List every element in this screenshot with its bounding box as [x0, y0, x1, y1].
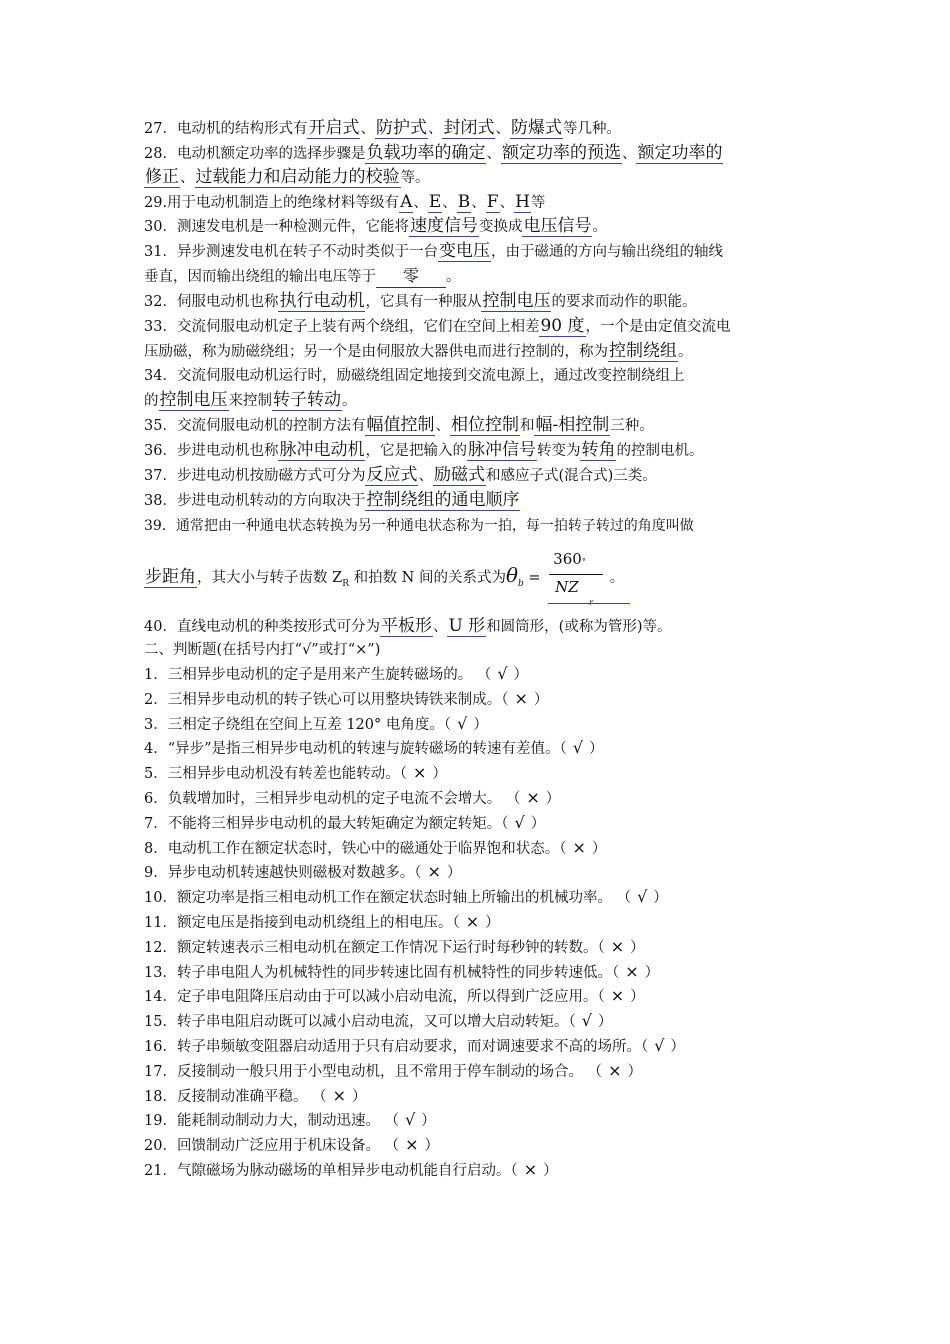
sep: 、 [180, 170, 195, 186]
theta-subscript: b [518, 579, 524, 589]
q34-post: 。 [342, 393, 357, 409]
sep: 、 [435, 418, 450, 434]
cross-mark-icon: × [572, 837, 586, 857]
q32 [144, 290, 696, 313]
q36-mid: ，它是把输入的 [365, 443, 467, 459]
q40 [144, 615, 672, 638]
check-mark-icon: √ [654, 1036, 665, 1055]
q27-post: 等几种。 [562, 121, 621, 137]
q28-text: 28．电动机额定功率的选择步骤是 [144, 146, 366, 162]
q38-text: 38．步进电动机转动的方向取决于 [144, 493, 366, 509]
q33-text-2: 压励磁，称为励磁绕组；另一个是由伺服放大器供电而进行控制的，称为 [144, 344, 608, 360]
judgement-statement: 4．“异步”是指三相异步电动机的转速与旋转磁场的转速有差值。（ [144, 741, 567, 758]
q40-answer-2: U 形 [448, 616, 486, 636]
judgement-item [144, 1134, 439, 1157]
check-mark-icon: √ [457, 713, 468, 733]
q27-answer-1: 开启式 [308, 118, 360, 138]
sep: 、 [442, 195, 457, 211]
judgement-item [144, 985, 645, 1008]
judgement-statement: 14．定子串电阻降压启动由于可以减小启动电流，所以得到广泛应用。（ [144, 989, 605, 1006]
judgement-item [144, 688, 548, 711]
judgement-statement: 13．转子串电阻人为机械特性的同步转速比固有机械特性的同步转速低。（ [144, 964, 620, 981]
q31-text-2: 垂直，因而输出绕组的输出电压等于 [144, 269, 376, 285]
judgement-item [144, 663, 528, 686]
q38-answer-1: 控制绕组的通电顺序 [366, 490, 520, 510]
sep: 、 [471, 195, 486, 211]
judgement-item [144, 1060, 642, 1083]
q36-answer-3: 转角 [581, 440, 616, 460]
q29-answer-2: E [428, 192, 442, 212]
q27 [144, 117, 621, 140]
cross-mark-icon: × [405, 1135, 419, 1155]
sep: 、 [486, 146, 501, 162]
q33-post: ，一个是由定值交流电 [585, 319, 731, 335]
cross-mark-icon: × [332, 1085, 346, 1105]
q35-post: 三种。 [610, 418, 654, 434]
check-mark-icon: √ [497, 664, 508, 683]
q39-post: 。 [609, 570, 625, 586]
sep: 、 [495, 121, 510, 137]
closing-bracket: ） [533, 691, 549, 708]
q29-answer-3: B [457, 192, 471, 212]
q33-answer-1: 90 度 [540, 316, 585, 336]
q35-answer-2: 相位控制 [450, 415, 519, 435]
q29-post: 等 [530, 195, 546, 211]
q27-answer-3: 封闭式 [443, 118, 495, 138]
closing-bracket: ） [644, 964, 660, 981]
q34-line2 [144, 389, 357, 412]
q33-line2 [144, 340, 693, 363]
q28-post: 等。 [400, 170, 430, 186]
closing-bracket: ） [653, 890, 668, 907]
q40-answer-1: 平板形 [380, 616, 432, 636]
formula-underline [548, 603, 630, 604]
q32-mid: ，它具有一种服从 [365, 294, 482, 310]
judgement-statement: 2．三相异步电动机的转子铁心可以用整块铸铁来制成。（ [144, 691, 509, 708]
q29-answer-4: F [486, 192, 499, 212]
closing-bracket: ） [530, 815, 546, 832]
q30-answer-2: 电压信号 [523, 216, 592, 236]
q29-answer-5: H [515, 192, 530, 212]
q33-line1 [144, 315, 731, 338]
q34-text: 34．交流伺服电动机运行时，励磁绕组固定地接到交流电源上，通过改变控制绕组上 [144, 368, 685, 384]
closing-bracket: ） [627, 1063, 642, 1080]
q30 [144, 215, 607, 238]
q35-answer-1: 幅值控制 [366, 415, 435, 435]
judgement-statement: 12．额定转速表示三相电动机在额定工作情况下运行时每秒钟的转数。（ [144, 939, 605, 956]
closing-bracket: ） [351, 1088, 367, 1105]
q33-answer-2: 控制绕组 [609, 341, 677, 361]
closing-bracket: ） [424, 1138, 439, 1155]
q32-answer-2: 控制电压 [482, 291, 551, 311]
judgement-item [144, 936, 645, 959]
check-mark-icon: √ [572, 738, 584, 758]
closing-bracket: ） [630, 939, 645, 956]
q37-answer-2: 励磁式 [433, 465, 485, 485]
judgement-item [144, 886, 668, 909]
section-2-heading: 二、判断题(在括号内打“√”或打“×”) [144, 642, 381, 658]
q31-line1 [144, 240, 723, 263]
judgement-statement: 10．额定功率是指三相电动机工作在额定状态时轴上所输出的机械功率。 （ [144, 890, 632, 907]
q28-answer-1: 负载功率的确定 [366, 143, 486, 163]
judgement-item [144, 812, 545, 835]
judgement-statement: 19．能耗制动制动力大，制动迅速。 （ [144, 1113, 400, 1130]
cross-mark-icon: × [412, 763, 427, 783]
q36-answer-1: 脉冲电动机 [279, 440, 365, 460]
judgement-item [144, 1010, 612, 1033]
sep: 、 [499, 195, 515, 211]
degree-sign: ° [581, 557, 586, 566]
judgement-statement: 11．额定电压是指接到电动机绕组上的相电压。（ [144, 915, 460, 931]
q29-text: 29.用于电动机制造上的绝缘材料等级有 [144, 195, 400, 211]
q35-answer-3: 幅-相控制 [535, 415, 610, 435]
q29-answer-1: A [400, 192, 413, 212]
judgement-statement: 5．三相异步电动机没有转差也能转动。（ [144, 766, 407, 783]
q36 [144, 439, 703, 462]
judgement-item [144, 737, 604, 760]
judgement-statement: 1．三相异步电动机的定子是用来产生旋转磁场的。 （ [144, 667, 492, 683]
judgement-statement: 21．气隙磁场为脉动磁场的单相异步电动机能自行启动。（ [144, 1163, 518, 1179]
judgement-item [144, 961, 659, 984]
check-mark-icon: √ [405, 1110, 416, 1130]
q36-mid2: 转变为 [536, 443, 581, 459]
cross-mark-icon: × [608, 1060, 622, 1080]
q28-answer-3b: 修正 [145, 167, 179, 187]
q30-mid: 变换成 [478, 219, 523, 235]
step-angle-fraction [545, 550, 605, 607]
q34-mid: 来控制 [228, 393, 272, 409]
cross-mark-icon: × [514, 688, 528, 708]
q33-text: 33．交流伺服电动机定子上装有两个绕组，它们在空间上相差 [144, 319, 540, 335]
judgement-item [144, 787, 560, 810]
q32-answer-1: 执行电动机 [279, 291, 365, 311]
judgement-statement: 20．回馈制动广泛应用于机床设备。 （ [144, 1138, 400, 1155]
cross-mark-icon: × [610, 986, 625, 1006]
judgement-statement: 9．异步电动机转速越快则磁极对数越多。（ [144, 865, 422, 882]
q31-answer-2: 零 [376, 265, 446, 288]
judgement-item [144, 713, 488, 736]
judgement-statement: 15．转子串电阻启动既可以减小启动电流，又可以增大启动转矩。（ [144, 1014, 576, 1031]
fraction-numerator [553, 548, 586, 573]
equals-sign: = [528, 570, 541, 586]
closing-bracket: ） [545, 791, 561, 807]
closing-bracket: ） [513, 667, 529, 683]
sep: 、 [413, 195, 428, 211]
q30-text: 30．测速发电机是一种检测元件，它能将 [144, 219, 409, 235]
q31-post: ，由于磁通的方向与输出绕组的轴线 [490, 244, 723, 260]
check-mark-icon: √ [637, 887, 648, 907]
q28-line1 [144, 142, 723, 165]
cross-mark-icon: × [465, 912, 480, 931]
closing-bracket: ） [589, 741, 604, 758]
q36-post: 的控制电机。 [616, 443, 704, 459]
cross-mark-icon: × [610, 936, 625, 956]
q39-line1 [144, 515, 694, 537]
q30-answer-1: 速度信号 [409, 216, 478, 236]
q39-mid: ，其大小与转子齿数 Z [197, 570, 343, 586]
q39-mid2: 和拍数 N 间的关系式为 [348, 570, 506, 586]
fraction-denominator: NZ [555, 578, 579, 596]
q27-answer-2: 防护式 [375, 118, 427, 138]
q31-post-2: 。 [446, 269, 461, 285]
closing-bracket: ） [446, 865, 462, 882]
q34-answer-1: 控制电压 [159, 390, 228, 410]
q40-text: 40．直线电动机的种类按形式可分为 [144, 619, 380, 635]
sep: 、 [621, 146, 637, 162]
q33-post-2: 。 [678, 344, 693, 360]
q35-text: 35．交流伺服电动机的控制方法有 [144, 418, 366, 434]
closing-bracket: ） [473, 716, 488, 733]
q37-post: 和感应子式(混合式)三类。 [485, 468, 657, 484]
q28-answer-3: 额定功率的 [637, 143, 723, 163]
closing-bracket: ） [543, 1163, 558, 1179]
cross-mark-icon: × [523, 1160, 538, 1179]
sep: 、 [427, 121, 443, 137]
q31-line2 [144, 265, 461, 288]
q35-mid: 和 [519, 418, 535, 434]
closing-bracket: ） [432, 766, 447, 783]
closing-bracket: ） [421, 1113, 436, 1130]
q30-post: 。 [592, 219, 607, 235]
q28-answer-4: 过载能力和启动能力的校验 [195, 167, 400, 187]
theta-symbol: θ [505, 563, 519, 587]
q29 [144, 191, 545, 214]
judgement-statement: 16．转子串频敏变阻器启动适用于只有启动要求，而对调速要求不高的场所。（ [144, 1039, 649, 1055]
check-mark-icon: √ [514, 812, 525, 832]
fraction-bar [549, 574, 603, 575]
judgement-statement: 6．负载增加时，三相异步电动机的定子电流不会增大。 （ [144, 791, 521, 807]
sep: 、 [418, 468, 433, 484]
q31-answer-1: 变电压 [438, 241, 490, 261]
closing-bracket: ） [630, 989, 645, 1006]
sep: 、 [432, 619, 448, 635]
q35 [144, 414, 654, 437]
q37-text: 37．步进电动机按励磁方式可分为 [144, 468, 366, 484]
judgement-item [144, 1085, 366, 1108]
closing-bracket: ） [670, 1039, 685, 1055]
judgement-item [144, 911, 500, 934]
q36-answer-2: 脉冲信号 [467, 440, 536, 460]
q32-text: 32．伺服电动机也称 [144, 294, 279, 310]
judgement-item [144, 861, 461, 884]
q32-post: 的要求而动作的职能。 [551, 294, 697, 310]
judgement-item [144, 1109, 436, 1132]
judgement-statement: 17．反接制动一般只用于小型电动机，且不常用于停车制动的场合。 （ [144, 1063, 603, 1080]
q40-post: 和圆筒形，(或称为管形)等。 [486, 619, 672, 635]
q39-text: 39．通常把由一种通电状态转换为另一种通电状态称为一拍，每一拍转子转过的角度叫做 [144, 518, 694, 534]
q39-line2 [144, 550, 625, 607]
q39-z-subscript: R [342, 579, 349, 589]
sep: 、 [360, 121, 375, 137]
q34-text-2: 的 [144, 393, 159, 409]
q27-answer-4: 防爆式 [510, 118, 562, 138]
denominator-subscript: r [589, 598, 593, 607]
cross-mark-icon: × [526, 788, 540, 807]
check-mark-icon: √ [581, 1011, 592, 1031]
q34-line1 [144, 365, 684, 387]
judgement-statement: 7．不能将三相异步电动机的最大转矩确定为额定转矩。（ [144, 815, 509, 832]
cross-mark-icon: × [427, 862, 441, 882]
q36-text: 36．步进电动机也称 [144, 443, 279, 459]
closing-bracket: ） [485, 915, 500, 931]
q37-answer-1: 反应式 [366, 465, 418, 485]
q37 [144, 464, 657, 487]
q39-answer-1: 步距角 [145, 567, 196, 587]
judgement-item [144, 1159, 558, 1182]
numerator-value: 360 [553, 550, 582, 568]
judgement-statement: 3．三相定子绕组在空间上互差 120° 电角度。（ [144, 716, 452, 733]
q28-line2 [144, 166, 430, 189]
judgement-item [144, 762, 447, 785]
q27-text: 27．电动机的结构形式有 [144, 121, 308, 137]
q34-answer-2: 转子转动 [273, 390, 341, 410]
judgement-statement: 18．反接制动准确平稳。 （ [144, 1088, 327, 1105]
q38 [144, 489, 520, 512]
closing-bracket: ） [597, 1014, 613, 1031]
closing-bracket: ） [591, 840, 607, 857]
q31-text: 31．异步测速发电机在转子不动时类似于一台 [144, 244, 438, 260]
cross-mark-icon: × [625, 961, 639, 981]
judgement-item [144, 837, 606, 860]
q28-answer-2: 额定功率的预选 [501, 143, 621, 163]
judgement-item [144, 1035, 685, 1058]
judgement-statement: 8．电动机工作在额定状态时，铁心中的磁通处于临界饱和状态。（ [144, 840, 567, 857]
